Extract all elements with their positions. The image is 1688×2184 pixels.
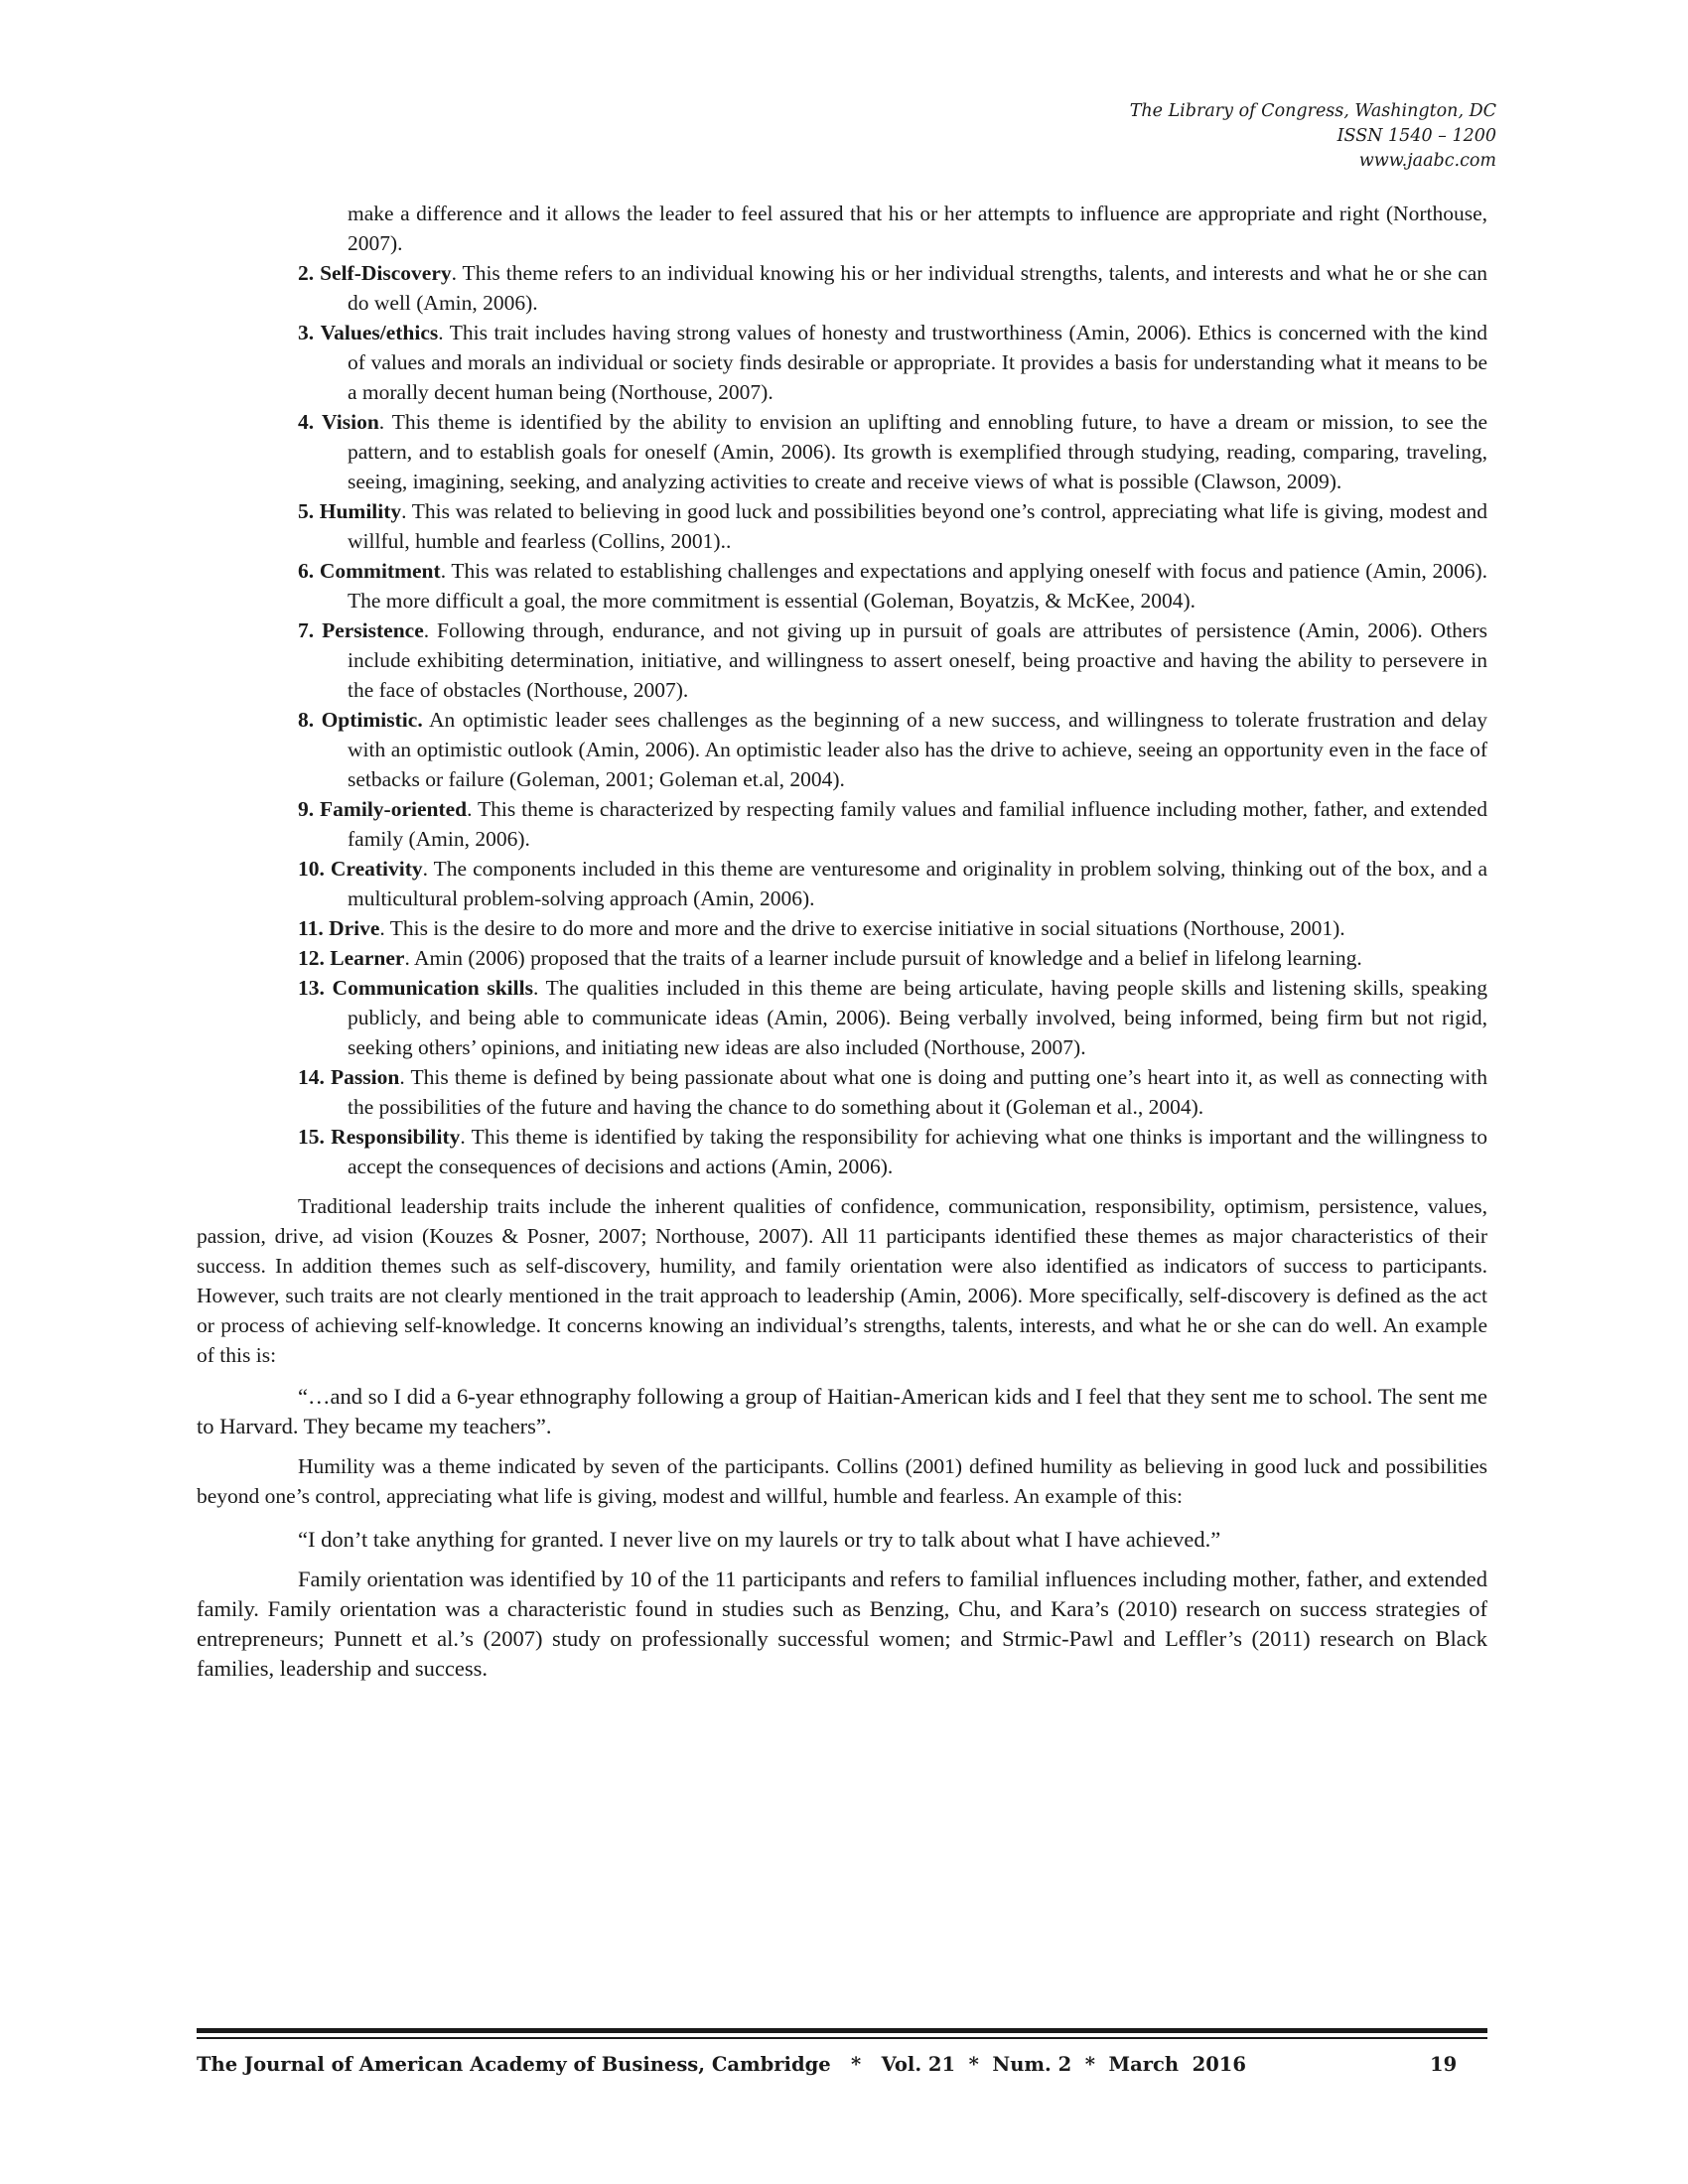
- theme-term: Learner: [330, 946, 405, 970]
- header-library: The Library of Congress, Washington, DC: [1129, 101, 1496, 121]
- theme-text: . Amin (2006) proposed that the traits of a learner include pursuit of knowledge and a belief in lifelong learning.: [404, 946, 1362, 970]
- theme-term: Creativity: [330, 857, 423, 881]
- theme-number: 11.: [298, 916, 324, 940]
- theme-item: [197, 973, 1487, 1062]
- themes-list: [197, 258, 1487, 1181]
- theme-number: 15.: [298, 1125, 325, 1149]
- theme-term: Commitment: [319, 559, 441, 583]
- theme-number: 3.: [298, 321, 315, 344]
- body-paragraph: Traditional leadership traits include the inherent qualities of confidence, communication, responsibility, optimism, persistence, values, passion, drive, ad vision (Kouzes & Posner, 2007; Northouse, 2007). All 11 participants identified these themes as major characteristics of their success. In addition themes such as self-discovery, humility, and family orientation were also identified as indicators of success to participants. However, such traits are not clearly mentioned in the trait approach to leadership (Amin, 2006). More specifically, self-discovery is defined as the act or process of achieving self-knowledge. It concerns knowing an individual’s strengths, talents, interests, and what he or she can do well. An example of this is:: [197, 1194, 1487, 1367]
- theme-text: . This was related to believing in good luck and possibilities beyond one’s control, appreciating what life is giving, modest and willful, humble and fearless (Collins, 2001)..: [348, 499, 1487, 553]
- theme-number: 4.: [298, 410, 315, 434]
- theme-item: [197, 407, 1487, 496]
- theme-text: . This theme refers to an individual knowing his or her individual strengths, talents, and interests and what he or she can do well (Amin, 2006).: [348, 261, 1488, 315]
- participant-quote: “I don’t take anything for granted. I never live on my laurels or try to talk about what I have achieved.”: [298, 1527, 1221, 1552]
- theme-item: [197, 794, 1487, 854]
- theme-item: [197, 556, 1487, 615]
- theme-term: Responsibility: [331, 1125, 461, 1149]
- theme-text: . This theme is characterized by respecting family values and familial influence including mother, father, and extended family (Amin, 2006).: [348, 797, 1488, 851]
- footer-rule: [197, 2037, 1487, 2039]
- theme-item: [197, 943, 1487, 973]
- theme-term: Self-Discovery: [320, 261, 452, 285]
- theme-term: Drive: [329, 916, 380, 940]
- theme-text: . The qualities included in this theme are being articulate, having people skills and listening skills, speaking publicly, and being able to communicate ideas (Amin, 2006). Being verbally involved, being informed, being firm but not rigid, seeking others’ opinions, and initiating new ideas are also included (Northouse, 2007).: [348, 976, 1488, 1059]
- theme-item: [197, 496, 1487, 556]
- theme-number: 12.: [298, 946, 325, 970]
- theme-item: [197, 705, 1487, 794]
- footer-rule: [197, 2028, 1487, 2033]
- theme-number: 5.: [298, 499, 315, 523]
- theme-item: [197, 1062, 1487, 1122]
- theme-term: Communication skills: [332, 976, 533, 1000]
- theme-number: 8.: [298, 708, 315, 732]
- theme-text: . This theme is identified by taking the responsibility for achieving what one thinks is important and the willingness to accept the consequences of decisions and actions (Amin, 2006).: [348, 1125, 1487, 1178]
- theme-text: . This theme is defined by being passionate about what one is doing and putting one’s heart into it, as well as connecting with the possibilities of the future and having the chance to do something about it (Goleman et al., 2004).: [348, 1065, 1487, 1119]
- theme-number: 2.: [298, 261, 315, 285]
- theme-term: Family-oriented: [320, 797, 468, 821]
- theme-text: . This is the desire to do more and more and the drive to exercise initiative in social situations (Northouse, 2001).: [379, 916, 1345, 940]
- participant-quote: “…and so I did a 6-year ethnography following a group of Haitian-American kids and I feel that they sent me to school. The sent me to Harvard. They became my teachers”.: [197, 1384, 1487, 1438]
- theme-term: Values/ethics: [320, 321, 439, 344]
- theme-text: An optimistic leader sees challenges as the beginning of a new success, and willingness to tolerate frustration and delay with an optimistic outlook (Amin, 2006). An optimistic leader also has the drive to achieve, seeing an opportunity even in the face of setbacks or failure (Goleman, 2001; Goleman et.al, 2004).: [348, 708, 1488, 791]
- header-website: www.jaabc.com: [1358, 151, 1496, 171]
- body-paragraph: Family orientation was identified by 10 of the 11 participants and refers to familial influences including mother, father, and extended family. Family orientation was a characteristic found in studies such as Benzing, Chu, and Kara’s (2010) research on success strategies of entrepreneurs; Punnett et al.’s (2007) study on professionally successful women; and Strmic-Pawl and Leffler’s (2011) research on Black families, leadership and success.: [197, 1567, 1487, 1681]
- theme-item: [197, 318, 1487, 407]
- continued-text: make a difference and it allows the leader to feel assured that his or her attempts to influence are appropriate and right (Northouse, 2007).: [348, 202, 1487, 255]
- theme-text: . This trait includes having strong values of honesty and trustworthiness (Amin, 2006). Ethics is concerned with the kind of values and morals an individual or society finds desirable or appropriate. It provides a basis for understanding what it means to be a morally decent human being (Northouse, 2007).: [348, 321, 1487, 404]
- theme-item: [197, 854, 1487, 913]
- theme-term: Persistence: [322, 618, 424, 642]
- theme-text: . The components included in this theme are venturesome and originality in problem solving, thinking out of the box, and a multicultural problem-solving approach (Amin, 2006).: [348, 857, 1488, 910]
- theme-term: Vision: [322, 410, 379, 434]
- theme-number: 13.: [298, 976, 325, 1000]
- theme-number: 6.: [298, 559, 315, 583]
- footer-journal-citation: The Journal of American Academy of Business, Cambridge * Vol. 21 * Num. 2 * March 2016: [197, 2053, 1246, 2076]
- running-header: [1130, 99, 1496, 174]
- theme-item: [197, 258, 1487, 318]
- body-paragraph: Humility was a theme indicated by seven of the participants. Collins (2001) defined humility as believing in good luck and possibilities beyond one’s control, appreciating what life is giving, modest and willful, humble and fearless. An example of this:: [197, 1454, 1487, 1508]
- page-number: 19: [1430, 2053, 1458, 2076]
- theme-number: 7.: [298, 618, 315, 642]
- theme-number: 10.: [298, 857, 325, 881]
- theme-term: Optimistic.: [321, 708, 423, 732]
- theme-number: 14.: [298, 1065, 325, 1089]
- theme-text: . Following through, endurance, and not giving up in pursuit of goals are attributes of persistence (Amin, 2006). Others include exhibiting determination, initiative, and willingness to assert oneself, being proactive and having the ability to persevere in the face of obstacles (Northouse, 2007).: [348, 618, 1487, 702]
- theme-term: Humility: [319, 499, 402, 523]
- theme-item: [197, 615, 1487, 705]
- theme-item: [197, 1122, 1487, 1181]
- theme-text: . This was related to establishing challenges and expectations and applying oneself with focus and patience (Amin, 2006). The more difficult a goal, the more commitment is essential (Goleman, Boyatzis, & McKee, 2004).: [348, 559, 1488, 613]
- page-body: [197, 199, 1487, 1684]
- theme-item: [197, 913, 1487, 943]
- theme-term: Passion: [331, 1065, 400, 1089]
- theme-text: . This theme is identified by the ability to envision an uplifting and ennobling future, to have a dream or mission, to see the pattern, and to establish goals for oneself (Amin, 2006). Its growth is exemplified through studying, reading, comparing, traveling, seeing, imagining, seeking, and analyzing activities to create and receive views of what is possible (Clawson, 2009).: [348, 410, 1487, 493]
- header-issn: ISSN 1540 – 1200: [1336, 126, 1496, 146]
- theme-number: 9.: [298, 797, 315, 821]
